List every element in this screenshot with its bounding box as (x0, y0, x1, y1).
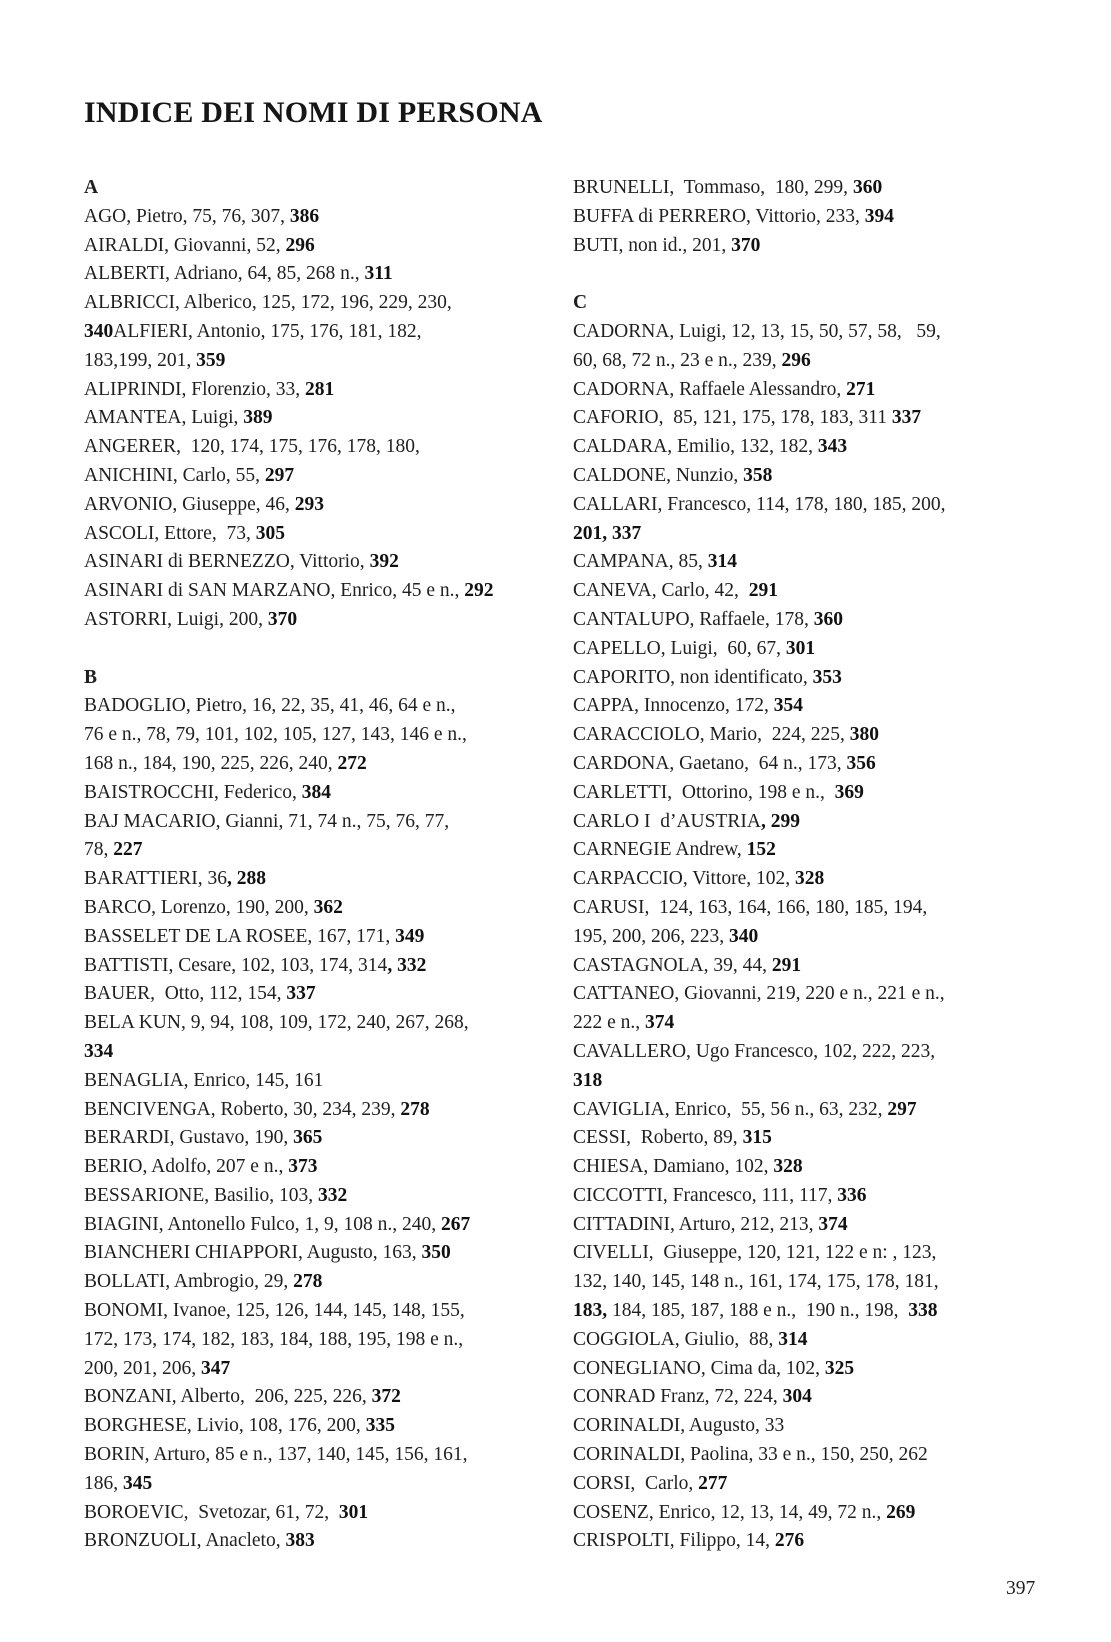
entry-text: BESSARIONE, Basilio, 103, (84, 1184, 319, 1206)
index-entry (573, 1412, 1043, 1441)
entry-text: AGO, Pietro, 75, 76, 307, (84, 205, 290, 227)
entry-page-ref: 318 (573, 1069, 603, 1091)
entry-text: CARPACCIO, Vittore, 102, (573, 868, 796, 890)
entry-text: BELA KUN, 9, 94, 108, 109, 172, 240, 267, 268, (84, 1012, 469, 1034)
index-entry (84, 1470, 544, 1499)
index-entry (573, 635, 1043, 664)
entry-page-ref: 374 (645, 1012, 675, 1034)
index-entry (84, 1355, 544, 1384)
entry-text: CARLETTI, Ottorino, 198 e n., (573, 781, 835, 803)
entry-text: ASINARI di BERNEZZO, Vittorio, (84, 551, 370, 573)
index-entry (84, 404, 544, 433)
index-entry (84, 1067, 544, 1096)
entry-text: 132, 140, 145, 148 n., 161, 174, 175, 178, 181, (573, 1271, 939, 1293)
entry-text: BENCIVENGA, Roberto, 30, 234, 239, (84, 1098, 401, 1120)
index-entry (84, 433, 544, 462)
entry-text: ASCOLI, Ettore, 73, (84, 522, 256, 544)
entry-page-ref: 359 (196, 349, 226, 371)
entry-page-ref: 291 (771, 954, 802, 976)
entry-page-ref: 345 (123, 1472, 153, 1494)
entry-text: ALBRICCI, Alberico, 125, 172, 196, 229, 230, (84, 292, 452, 314)
entry-text: CONEGLIANO, Cima da, 102, (573, 1357, 825, 1379)
index-entry (573, 577, 1043, 606)
index-entry (573, 1153, 1043, 1182)
entry-page-ref: 383 (285, 1530, 315, 1552)
entry-page-ref: 380 (849, 724, 880, 746)
index-entry (84, 1383, 544, 1412)
entry-text: BATTISTI, Cesare, 102, 103, 174, 314 (84, 954, 388, 976)
entry-page-ref: 281 (304, 378, 335, 400)
entry-text: AMANTEA, Luigi, (84, 407, 244, 429)
entry-text: BONZANI, Alberto, 206, 225, 226, (84, 1386, 372, 1408)
section-letter: C (573, 292, 588, 314)
index-entry (84, 1326, 544, 1355)
entry-text: BAJ MACARIO, Gianni, 71, 74 n., 75, 76, 77, (84, 810, 450, 832)
index-entry (573, 750, 1043, 779)
index-entry (573, 808, 1043, 837)
index-entry (84, 1239, 544, 1268)
entry-page-ref: 353 (812, 666, 842, 688)
entry-text: COGGIOLA, Giulio, 88, (573, 1328, 779, 1350)
entry-page-ref: 314 (778, 1328, 808, 1350)
entry-text: CADORNA, Raffaele Alessandro, (573, 378, 847, 400)
index-entry (573, 865, 1043, 894)
entry-page-ref: 386 (289, 205, 320, 227)
index-entry (573, 1441, 1043, 1470)
index-entry (573, 174, 1043, 203)
entry-page-ref: 227 (113, 839, 143, 861)
entry-page-ref: 301 (785, 637, 816, 659)
section-gap (573, 260, 1043, 289)
entry-text: CANTALUPO, Raffaele, 178, (573, 608, 814, 630)
entry-page-ref: 338 (908, 1300, 938, 1322)
entry-page-ref: 311 (364, 263, 393, 285)
entry-page-ref: 325 (824, 1357, 855, 1379)
index-column-left (84, 174, 544, 1556)
entry-page-ref: 293 (294, 493, 324, 515)
entry-page-ref: 337 (891, 407, 922, 429)
entry-page-ref: 340 (84, 320, 114, 342)
index-entry (84, 491, 544, 520)
entry-page-ref: 372 (371, 1386, 401, 1408)
page-number: 397 (1006, 1578, 1036, 1599)
entry-text: CAVIGLIA, Enrico, 55, 56 n., 63, 232, (573, 1098, 888, 1120)
entry-page-ref: 350 (421, 1242, 451, 1264)
entry-page-ref: 328 (773, 1156, 803, 1178)
entry-text: CATTANEO, Giovanni, 219, 220 e n., 221 e n., (573, 983, 945, 1005)
entry-page-ref: 278 (400, 1098, 430, 1120)
entry-text: CRISPOLTI, Filippo, 14, (573, 1530, 775, 1552)
index-column-right (573, 174, 1043, 1556)
index-entry (573, 923, 1043, 952)
entry-text: BERARDI, Gustavo, 190, (84, 1127, 294, 1149)
entry-text: BERIO, Adolfo, 207 e n., (84, 1156, 289, 1178)
entry-text: BARATTIERI, 36 (84, 868, 227, 890)
entry-page-ref: 277 (698, 1472, 728, 1494)
entry-text: ALBERTI, Adriano, 64, 85, 268 n., (84, 263, 365, 285)
entry-page-ref: , 288 (227, 868, 266, 890)
entry-page-ref: 201, 337 (573, 522, 642, 544)
index-entry (84, 1499, 544, 1528)
entry-text: BORIN, Arturo, 85 e n., 137, 140, 145, 156, 161, (84, 1444, 468, 1466)
entry-text: BENAGLIA, Enrico, 145, 161 (84, 1069, 324, 1091)
entry-text: BORGHESE, Livio, 108, 176, 200, (84, 1415, 366, 1437)
entry-text: 76 e n., 78, 79, 101, 102, 105, 127, 143, 146 e n., (84, 724, 467, 746)
entry-page-ref: 301 (338, 1501, 369, 1523)
index-entry (84, 1096, 544, 1125)
index-entry (84, 1441, 544, 1470)
entry-text: CAPPA, Innocenzo, 172, (573, 695, 774, 717)
entry-page-ref: 297 (887, 1098, 917, 1120)
entry-text: BASSELET DE LA ROSEE, 167, 171, (84, 925, 396, 947)
index-entry (84, 1153, 544, 1182)
index-entry (573, 1355, 1043, 1384)
entry-text: AIRALDI, Giovanni, 52, (84, 234, 286, 256)
entry-page-ref: 340 (729, 925, 759, 947)
entry-page-ref: 360 (813, 608, 843, 630)
index-entry (573, 491, 1043, 520)
entry-text: ASTORRI, Luigi, 200, (84, 608, 268, 630)
section-letter: B (84, 666, 98, 688)
entry-text: CAMPANA, 85, (573, 551, 708, 573)
entry-text: COSENZ, Enrico, 12, 13, 14, 49, 72 n., (573, 1501, 887, 1523)
index-entry (84, 894, 544, 923)
index-entry (573, 203, 1043, 232)
entry-text: CALDONE, Nunzio, (573, 464, 744, 486)
index-entry (84, 923, 544, 952)
entry-page-ref: 297 (264, 464, 295, 486)
entry-text: 172, 173, 174, 182, 183, 184, 188, 195, 198 e n., (84, 1328, 464, 1350)
entry-text: CESSI, Roberto, 89, (573, 1127, 743, 1149)
index-entry (84, 1009, 544, 1038)
entry-page-ref: 347 (201, 1357, 231, 1379)
entry-page-ref: 370 (267, 608, 298, 630)
index-entry (573, 836, 1043, 865)
entry-page-ref: 332 (318, 1184, 348, 1206)
index-entry (84, 721, 544, 750)
index-entry (84, 1211, 544, 1240)
index-entry (573, 1009, 1043, 1038)
entry-page-ref: 267 (440, 1213, 471, 1235)
index-entry (573, 952, 1043, 981)
index-entry (573, 1326, 1043, 1355)
entry-text: BRONZUOLI, Anacleto, (84, 1530, 286, 1552)
entry-text: BAUER, Otto, 112, 154, (84, 983, 287, 1005)
index-entry (84, 980, 544, 1009)
entry-text: CORINALDI, Augusto, 33 (573, 1415, 785, 1437)
index-entry (573, 692, 1043, 721)
entry-page-ref: 360 (852, 177, 883, 198)
index-entry (84, 376, 544, 405)
entry-page-ref: 315 (742, 1127, 772, 1149)
section-letter: A (84, 177, 99, 198)
entry-text: CAVALLERO, Ugo Francesco, 102, 222, 223, (573, 1040, 936, 1062)
entry-page-ref: 304 (782, 1386, 812, 1408)
entry-text: BARCO, Lorenzo, 190, 200, (84, 896, 314, 918)
index-entry (573, 1383, 1043, 1412)
index-entry (573, 664, 1043, 693)
index-entry (84, 1527, 544, 1556)
index-entry (573, 1182, 1043, 1211)
entry-page-ref: , 299 (760, 810, 800, 832)
index-entry (84, 1038, 544, 1067)
entry-page-ref: 305 (255, 522, 285, 544)
index-entry (84, 779, 544, 808)
entry-text: CARNEGIE Andrew, (573, 839, 747, 861)
index-entry (573, 404, 1043, 433)
index-entry (84, 836, 544, 865)
index-entry (84, 1412, 544, 1441)
entry-page-ref: 384 (301, 781, 331, 803)
entry-page-ref: 292 (464, 580, 494, 602)
index-entry (84, 606, 544, 635)
entry-text: CALLARI, Francesco, 114, 178, 180, 185, 200, (573, 493, 946, 515)
entry-text: CADORNA, Luigi, 12, 13, 15, 50, 57, 58, 59, (573, 320, 941, 342)
entry-text: 195, 200, 206, 223, (573, 925, 729, 947)
entry-text: CICCOTTI, Francesco, 111, 117, (573, 1184, 838, 1206)
index-entry (573, 232, 1043, 261)
index-entry (84, 865, 544, 894)
entry-page-ref: 296 (781, 349, 811, 371)
entry-page-ref: 343 (817, 436, 848, 458)
index-entry (573, 1499, 1043, 1528)
entry-page-ref: 358 (743, 464, 773, 486)
index-entry (573, 1527, 1043, 1556)
entry-page-ref: 365 (293, 1127, 323, 1149)
entry-text: BONOMI, Ivanoe, 125, 126, 144, 145, 148, 155, (84, 1300, 465, 1322)
index-entry (573, 548, 1043, 577)
index-entry (84, 347, 544, 376)
entry-text: 168 n., 184, 190, 225, 226, 240, (84, 752, 338, 774)
entry-text: BOLLATI, Ambrogio, 29, (84, 1271, 294, 1293)
index-entry (84, 952, 544, 981)
entry-page-ref: 373 (288, 1156, 318, 1178)
index-entry (84, 203, 544, 232)
entry-text: CARLO I d’AUSTRIA (573, 810, 761, 832)
entry-text: BIANCHERI CHIAPPORI, Augusto, 163, (84, 1242, 422, 1264)
entry-text: BADOGLIO, Pietro, 16, 22, 35, 41, 46, 64 e n., (84, 695, 456, 717)
index-entry (573, 721, 1043, 750)
entry-text: CITTADINI, Arturo, 212, 213, (573, 1213, 819, 1235)
entry-page-ref: 291 (748, 580, 778, 602)
index-entry (573, 980, 1043, 1009)
entry-page-ref: 374 (818, 1213, 848, 1235)
entry-text: 78, (84, 839, 114, 861)
index-entry (573, 318, 1043, 347)
entry-text: 222 e n., (573, 1012, 646, 1034)
index-entry (573, 779, 1043, 808)
index-entry (573, 1038, 1043, 1067)
entry-text: BIAGINI, Antonello Fulco, 1, 9, 108 n., 240, (84, 1213, 441, 1235)
entry-page-ref: 271 (846, 378, 876, 400)
index-entry (84, 520, 544, 549)
index-entry (573, 894, 1043, 923)
entry-page-ref: 336 (837, 1184, 867, 1206)
index-entry (84, 318, 544, 347)
entry-page-ref: 152 (746, 839, 776, 861)
entry-page-ref: 296 (285, 234, 315, 256)
entry-text: 184, 185, 187, 188 e n., 190 n., 198, (607, 1300, 909, 1322)
index-entry (573, 1268, 1043, 1297)
entry-text: 186, (84, 1472, 123, 1494)
entry-text: 200, 201, 206, (84, 1357, 201, 1379)
index-entry (573, 347, 1043, 376)
index-entry (84, 750, 544, 779)
entry-page-ref: 183, (573, 1300, 608, 1322)
index-entry (84, 1268, 544, 1297)
entry-text: BAISTROCCHI, Federico, (84, 781, 302, 803)
entry-page-ref: 276 (774, 1530, 805, 1552)
entry-page-ref: 335 (365, 1415, 395, 1437)
index-entry (573, 1067, 1043, 1096)
index-entry (84, 462, 544, 491)
index-entry (84, 1182, 544, 1211)
index-entry (573, 1470, 1043, 1499)
entry-page-ref: 389 (243, 407, 273, 429)
entry-text: ANGERER, 120, 174, 175, 176, 178, 180, (84, 436, 420, 458)
index-entry (573, 1239, 1043, 1268)
entry-page-ref: 354 (773, 695, 804, 717)
index-entry (573, 606, 1043, 635)
entry-text: CARDONA, Gaetano, 64 n., 173, (573, 752, 847, 774)
index-entry (573, 1124, 1043, 1153)
entry-text: ANICHINI, Carlo, 55, (84, 464, 265, 486)
entry-page-ref: 392 (369, 551, 399, 573)
entry-page-ref: 272 (337, 752, 367, 774)
entry-text: CASTAGNOLA, 39, 44, (573, 954, 772, 976)
entry-page-ref: 314 (707, 551, 737, 573)
entry-page-ref: 337 (286, 983, 316, 1005)
entry-page-ref: 278 (293, 1271, 323, 1293)
entry-page-ref: 334 (84, 1040, 114, 1062)
index-entry (84, 692, 544, 721)
entry-page-ref: 356 (846, 752, 876, 774)
entry-text: ASINARI di SAN MARZANO, Enrico, 45 e n., (84, 580, 465, 602)
page-title: INDICE DEI NOMI DI PERSONA (84, 96, 543, 129)
index-entry (573, 520, 1043, 549)
index-entry (84, 1124, 544, 1153)
index-entry (573, 376, 1043, 405)
index-entry (84, 1297, 544, 1326)
entry-text: CAPELLO, Luigi, 60, 67, (573, 637, 786, 659)
entry-text: CANEVA, Carlo, 42, (573, 580, 749, 602)
entry-text: ALIPRINDI, Florenzio, 33, (84, 378, 305, 400)
entry-text: CAPORITO, non identificato, (573, 666, 813, 688)
entry-text: BUTI, non id., 201, (573, 234, 732, 256)
entry-text: CHIESA, Damiano, 102, (573, 1156, 774, 1178)
index-entry (573, 462, 1043, 491)
entry-page-ref: 349 (395, 925, 425, 947)
entry-page-ref: 370 (731, 234, 761, 256)
entry-text: CARACCIOLO, Mario, 224, 225, (573, 724, 850, 746)
index-entry (84, 260, 544, 289)
entry-text: CALDARA, Emilio, 132, 182, (573, 436, 818, 458)
index-entry (573, 1096, 1043, 1125)
entry-text: CORINALDI, Paolina, 33 e n., 150, 250, 262 (573, 1444, 928, 1466)
entry-text: BOROEVIC, Svetozar, 61, 72, (84, 1501, 339, 1523)
entry-text: BRUNELLI, Tommaso, 180, 299, (573, 177, 853, 198)
index-entry (573, 1211, 1043, 1240)
index-entry (84, 548, 544, 577)
entry-text: 183,199, 201, (84, 349, 197, 371)
entry-text: CAFORIO, 85, 121, 175, 178, 183, 311 (573, 407, 892, 429)
index-entry (84, 577, 544, 606)
entry-page-ref: 328 (795, 868, 825, 890)
entry-text: CIVELLI, Giuseppe, 120, 121, 122 e n: , 123, (573, 1242, 937, 1264)
section-gap (84, 635, 544, 664)
entry-page-ref: 269 (886, 1501, 916, 1523)
entry-text: ARVONIO, Giuseppe, 46, (84, 493, 295, 515)
entry-text: 60, 68, 72 n., 23 e n., 239, (573, 349, 782, 371)
index-entry (84, 289, 544, 318)
entry-page-ref: 369 (834, 781, 864, 803)
entry-text: BUFFA di PERRERO, Vittorio, 233, (573, 205, 865, 227)
entry-text: CORSI, Carlo, (573, 1472, 699, 1494)
entry-page-ref: , 332 (387, 954, 427, 976)
entry-text: CONRAD Franz, 72, 224, (573, 1386, 783, 1408)
index-entry (84, 808, 544, 837)
index-entry (573, 1297, 1043, 1326)
index-entry (573, 433, 1043, 462)
entry-page-ref: 394 (864, 205, 894, 227)
index-entry (84, 232, 544, 261)
entry-page-ref: 362 (313, 896, 343, 918)
entry-text: CARUSI, 124, 163, 164, 166, 180, 185, 194, (573, 896, 928, 918)
entry-text: ALFIERI, Antonio, 175, 176, 181, 182, (113, 320, 422, 342)
